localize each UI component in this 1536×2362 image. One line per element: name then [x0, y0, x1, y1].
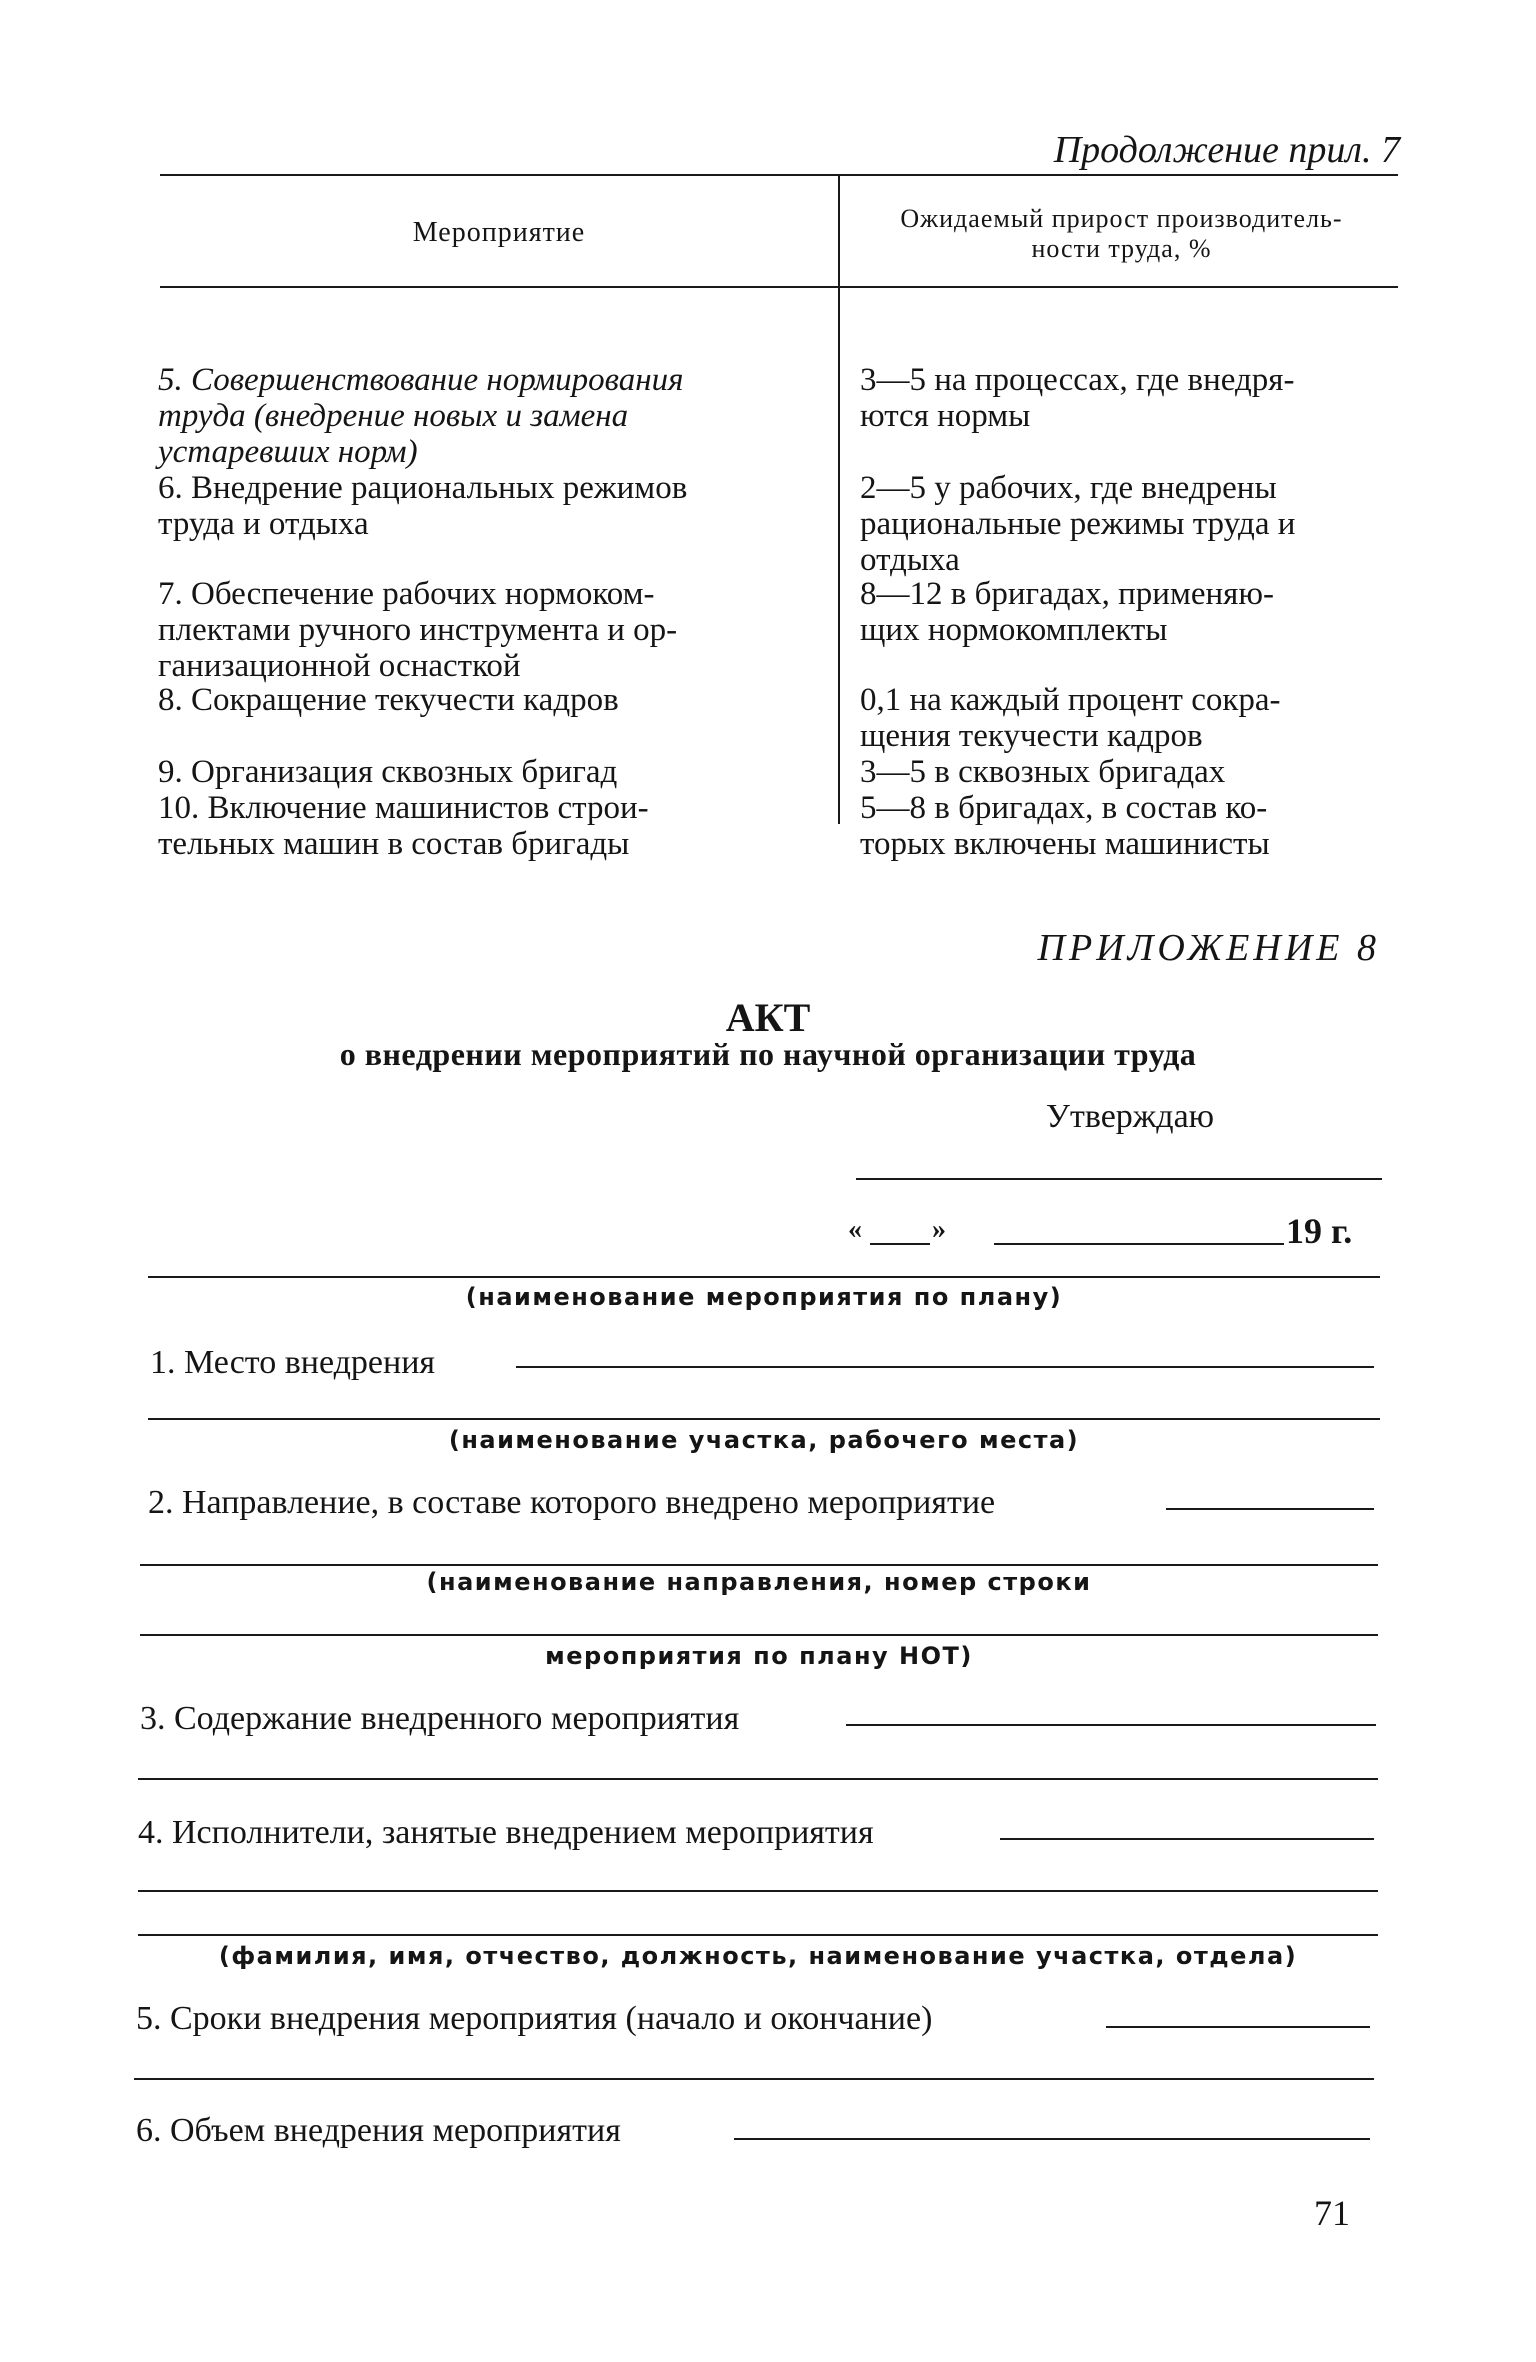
table-top-border: [160, 174, 1398, 176]
approve-label: Утверждаю: [1045, 1098, 1215, 1135]
act-title: АКТ: [725, 995, 811, 1040]
performers-fill-line: [1000, 1838, 1374, 1840]
gain-cell: 2—5 у рабочих, где внедрены рациональные режимы труда и отдыха: [860, 470, 1296, 578]
date-year: 19 г.: [1286, 1211, 1353, 1251]
gain-cell: 3—5 на процессах, где внедря- ются нормы: [860, 362, 1295, 434]
volume-fill-line: [734, 2138, 1370, 2140]
item-volume: 6. Объем внедрения мероприятия: [136, 2112, 621, 2149]
table-row: [860, 754, 1398, 862]
appendix-heading: ПРИЛОЖЕНИЕ 8: [1037, 927, 1380, 969]
item-direction: 2. Направление, в составе которого внедрено мероприятие: [148, 1484, 996, 1521]
table-row: [158, 434, 806, 542]
page-number: 71: [1314, 2193, 1350, 2233]
measure-cell: 7. Обеспечение рабочих нормоком- плектами ручного инструмента и ор- ганизационной оснасткой: [158, 576, 678, 684]
date-day-line: [870, 1243, 930, 1245]
measure-name-line: [148, 1276, 1380, 1278]
act-subtitle: о внедрении мероприятий по научной организации труда: [339, 1036, 1197, 1072]
content-fill-line: [846, 1724, 1376, 1726]
content-fill-line-2: [138, 1778, 1378, 1780]
item-performers: 4. Исполнители, занятые внедрением мероприятия: [138, 1814, 874, 1851]
performers-fill-line-2: [138, 1890, 1378, 1892]
gain-cell: 8—12 в бригадах, применяю- щих нормокомплекты: [860, 576, 1274, 648]
item-place: 1. Место внедрения: [150, 1344, 436, 1381]
date-month-line: [994, 1243, 1284, 1245]
performers-fill-line-3: [138, 1934, 1378, 1936]
measure-cell: 8. Сокращение текучести кадров: [158, 682, 619, 718]
place-fill-line: [516, 1366, 1374, 1368]
gain-cell: 3—5 в сквозных бригадах: [860, 754, 1226, 790]
direction-fill-line-3: [140, 1634, 1378, 1636]
gain-cell: 0,1 на каждый процент сокра- щения текучести кадров: [860, 682, 1281, 754]
measure-cell: 10. Включение машинистов строи- тельных машин в состав бригады: [158, 790, 649, 862]
caption-direction: (наименование направления, номер строки: [426, 1568, 1092, 1596]
caption-direction-2: мероприятия по плану НОТ): [545, 1642, 973, 1670]
gain-cell: 5—8 в бригадах, в состав ко- торых включены машинисты: [860, 790, 1270, 862]
table-row: [860, 326, 1398, 434]
continuation-label: Продолжение прил. 7: [1053, 129, 1400, 171]
table-row: [860, 540, 1398, 648]
table-header-gain: Ожидаемый прирост производитель- ности труда, %: [900, 204, 1343, 263]
measure-cell: 5. Совершенствование нормирования труда (внедрение новых и замена устаревших норм): [158, 362, 684, 470]
item-content: 3. Содержание внедренного мероприятия: [140, 1700, 740, 1737]
approve-signature-line: [856, 1178, 1382, 1180]
caption-measure-name: (наименование мероприятия по плану): [465, 1283, 1063, 1311]
direction-fill-line: [1166, 1508, 1374, 1510]
date-open-quote: «: [848, 1214, 862, 1245]
place-fill-line-2: [148, 1418, 1380, 1420]
table-header-measure: Мероприятие: [412, 217, 586, 248]
measure-cell: 9. Организация сквозных бригад: [158, 754, 618, 790]
measure-cell: 6. Внедрение рациональных режимов труда и отдыха: [158, 470, 688, 542]
caption-persons: (фамилия, имя, отчество, должность, наименование участка, отдела): [218, 1942, 1298, 1970]
direction-fill-line-2: [140, 1564, 1378, 1566]
date-close-quote: »: [932, 1214, 946, 1245]
dates-fill-line: [1106, 2026, 1370, 2028]
item-dates: 5. Сроки внедрения мероприятия (начало и окончание): [136, 2000, 933, 2037]
caption-site-name: (наименование участка, рабочего места): [448, 1426, 1080, 1454]
table-row: [158, 754, 806, 862]
table-row: [158, 646, 806, 718]
table-header-border: [160, 286, 1398, 288]
dates-fill-line-2: [134, 2078, 1374, 2080]
table-column-divider: [838, 174, 840, 824]
